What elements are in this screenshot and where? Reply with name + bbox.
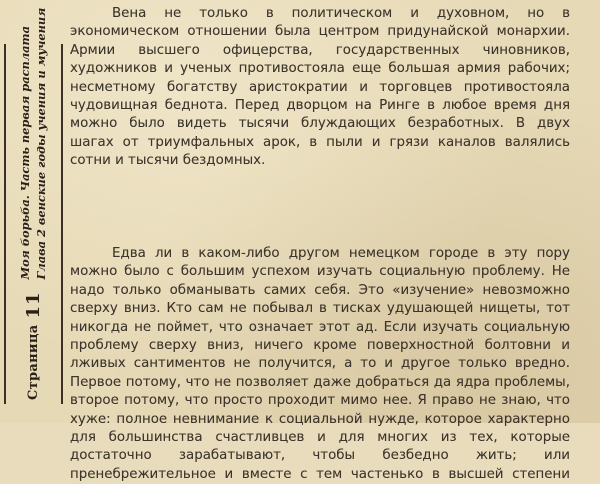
text-line: сотни и тысячи бездомных. xyxy=(70,153,266,169)
text-line: второе потому, что просто проходит мимо нее. Я право не знаю, что xyxy=(70,393,570,409)
text-line: Вена не только в политическом и духовном, но в xyxy=(112,6,570,21)
text-line: хуже: полное невнимание к социальной нужде, которое характерно xyxy=(70,411,570,427)
text-line: экономическом отношении была центром придунайской монархии. xyxy=(70,24,570,40)
page-label-text: Страница xyxy=(25,324,41,400)
text-line: шагах от триумфальных арок, в пыли и грязи каналов валялись xyxy=(70,134,570,150)
book-title: Моя борьба. Часть первая расплата xyxy=(18,26,32,280)
paragraph-2 xyxy=(70,245,570,484)
text-line: для большинства счастливцев и для многих из тех, которые xyxy=(70,430,570,446)
page-number: 11 xyxy=(22,291,44,319)
text-line: никогда не поймет, что означает этот ад. Если изучать социальную xyxy=(70,319,570,335)
sidebar-rule-right xyxy=(61,44,63,404)
text-line: надо только обманывать самих себя. Это «изучение» невозможно xyxy=(70,282,570,298)
text-line: лживых сантиментов не получится, а то и другое только вредно. xyxy=(70,356,570,372)
text-line: Едва ли в каком-либо другом немецком городе в эту пору xyxy=(112,246,570,261)
paragraph-1 xyxy=(70,5,570,171)
running-titles xyxy=(17,8,49,280)
page-label xyxy=(23,291,44,400)
text-line: Первое потому, что не позволяет даже добраться да ядра проблемы, xyxy=(70,374,570,390)
text-line: Армии высшего офицерства, государственных чиновников, xyxy=(70,42,570,58)
text-line: сверху вниз. Кто сам не побывал в тисках удушающей нищеты, тот xyxy=(70,301,570,317)
text-line: проблему сверху вниз, ничего кроме поверхностной болтовни и xyxy=(70,338,570,354)
text-line: художников и ученых противостояла еще большая армия рабочих; xyxy=(70,61,570,77)
body-text xyxy=(70,0,570,482)
text-line: достаточно зарабатывают, чтобы безбедно жить; или xyxy=(70,448,570,464)
text-line: несметному богатству аристократии и торговцев противостояла xyxy=(70,79,570,95)
text-line: можно было с большим успехом изучать социальную проблему. Не xyxy=(70,264,570,280)
text-line: можно было видеть тысячи блуждающих безработных. В двух xyxy=(70,116,570,132)
sidebar-vertical-text xyxy=(6,7,60,404)
text-line: пренебрежительное и вместе с тем частенько в высшей степени xyxy=(70,466,570,482)
page-sidebar xyxy=(0,0,62,423)
text-line: чудовищная беднота. Перед дворцом на Ринге в любое время дня xyxy=(70,98,570,114)
chapter-title: Глава 2 венские годы учения и мучения xyxy=(34,7,48,280)
